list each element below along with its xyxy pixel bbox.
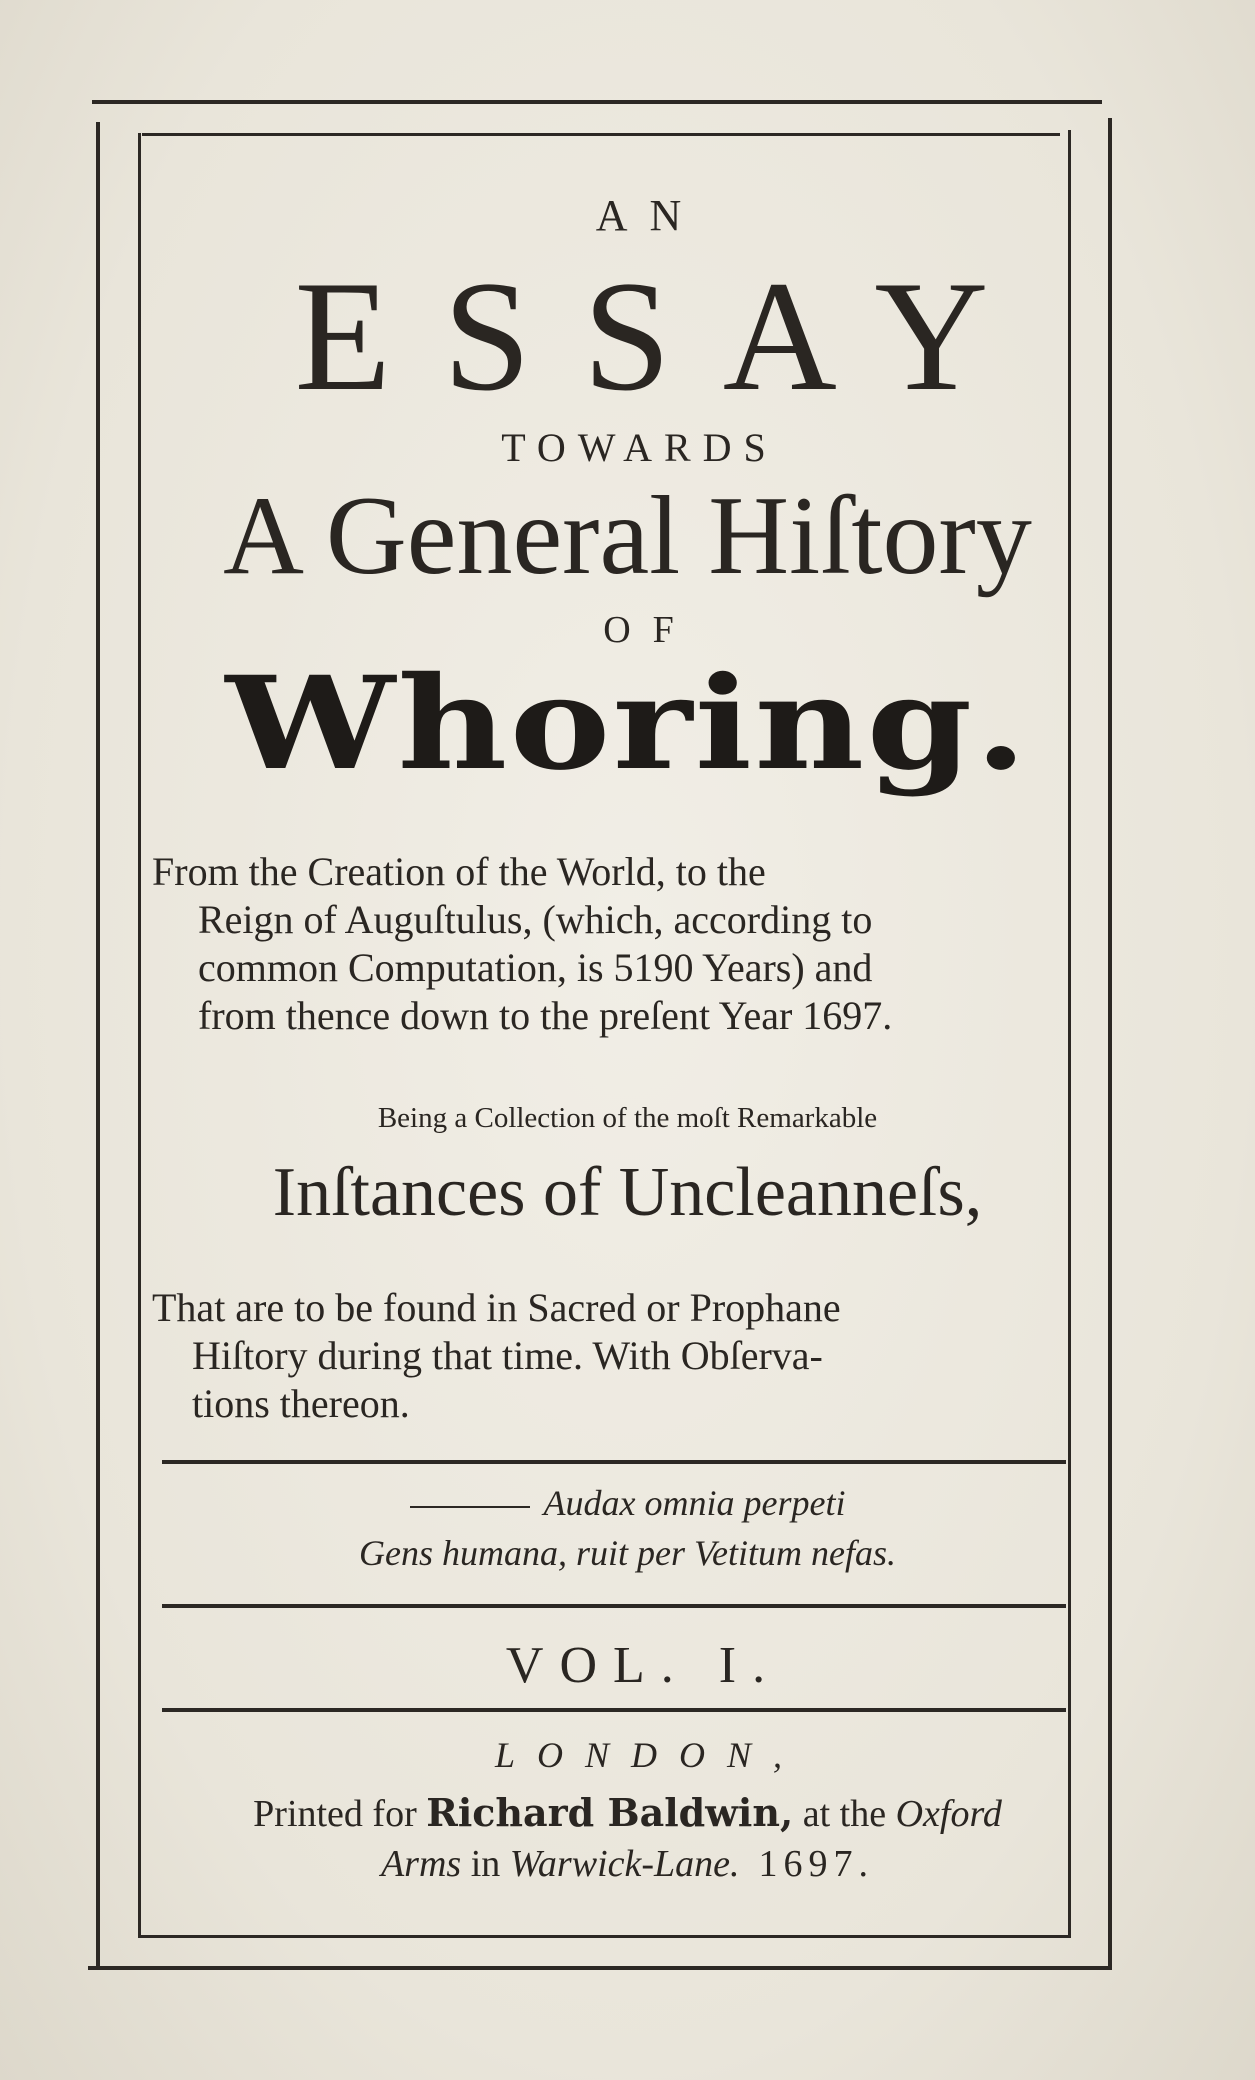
motto-text: Audax omnia perpeti xyxy=(543,1483,846,1523)
title-towards: TOWARDS xyxy=(501,425,778,470)
imprint-printer: Richard Baldwin, xyxy=(426,1790,794,1835)
divider-rule xyxy=(162,1708,1066,1712)
description-line: from thence down to the preſent Year 1697. xyxy=(198,993,893,1038)
imprint-text: at the xyxy=(793,1793,896,1835)
description-line: common Computation, is 5190 Years) and xyxy=(198,945,873,990)
divider-rule xyxy=(162,1460,1066,1464)
imprint-year: 1697. xyxy=(758,1843,875,1885)
volume-number: VOL. I. xyxy=(505,1637,782,1694)
imprint-line xyxy=(0,1842,1255,1886)
sacred-line: That are to be found in Sacred or Prophane xyxy=(152,1285,841,1330)
border-top-outer xyxy=(92,100,1102,104)
being-line: Being a Collection of the moſt Remarkable xyxy=(377,1102,878,1134)
title-article: AN xyxy=(595,191,704,240)
imprint-text: Printed for xyxy=(253,1793,427,1835)
instances-heading: Inſtances of Uncleanneſs, xyxy=(272,1154,983,1231)
sacred-line: Hiſtory during that time. With Obſerva- xyxy=(192,1333,823,1378)
motto-dash xyxy=(410,1506,530,1508)
title-of: OF xyxy=(603,609,696,651)
sacred-paragraph xyxy=(152,1284,1082,1428)
imprint-city: LONDON, xyxy=(494,1735,805,1775)
imprint-sign-arms: Arms xyxy=(380,1843,462,1885)
description-paragraph xyxy=(152,848,1082,1040)
motto-line xyxy=(0,1482,1255,1524)
border-bottom-inner xyxy=(140,1935,1070,1938)
sacred-line: tions thereon. xyxy=(192,1381,410,1426)
title-subject-blackletter: Whoring. xyxy=(225,649,1030,799)
title-essay: ESSAY xyxy=(294,249,1041,424)
imprint-text: in xyxy=(461,1843,510,1885)
description-line: Reign of Auguſtulus, (which, according to xyxy=(198,897,873,942)
motto-line: Gens humana, ruit per Vetitum nefas. xyxy=(359,1533,896,1573)
border-top-inner xyxy=(142,133,1060,136)
border-bottom-outer xyxy=(88,1966,1112,1970)
divider-rule xyxy=(162,1604,1066,1608)
description-line: From the Creation of the World, to the xyxy=(152,849,766,894)
imprint-line xyxy=(0,1790,1255,1836)
imprint-sign: Oxford xyxy=(895,1793,1002,1835)
imprint-street: Warwick-Lane. xyxy=(509,1843,740,1885)
title-general-history: A General Hiſtory xyxy=(223,474,1032,598)
